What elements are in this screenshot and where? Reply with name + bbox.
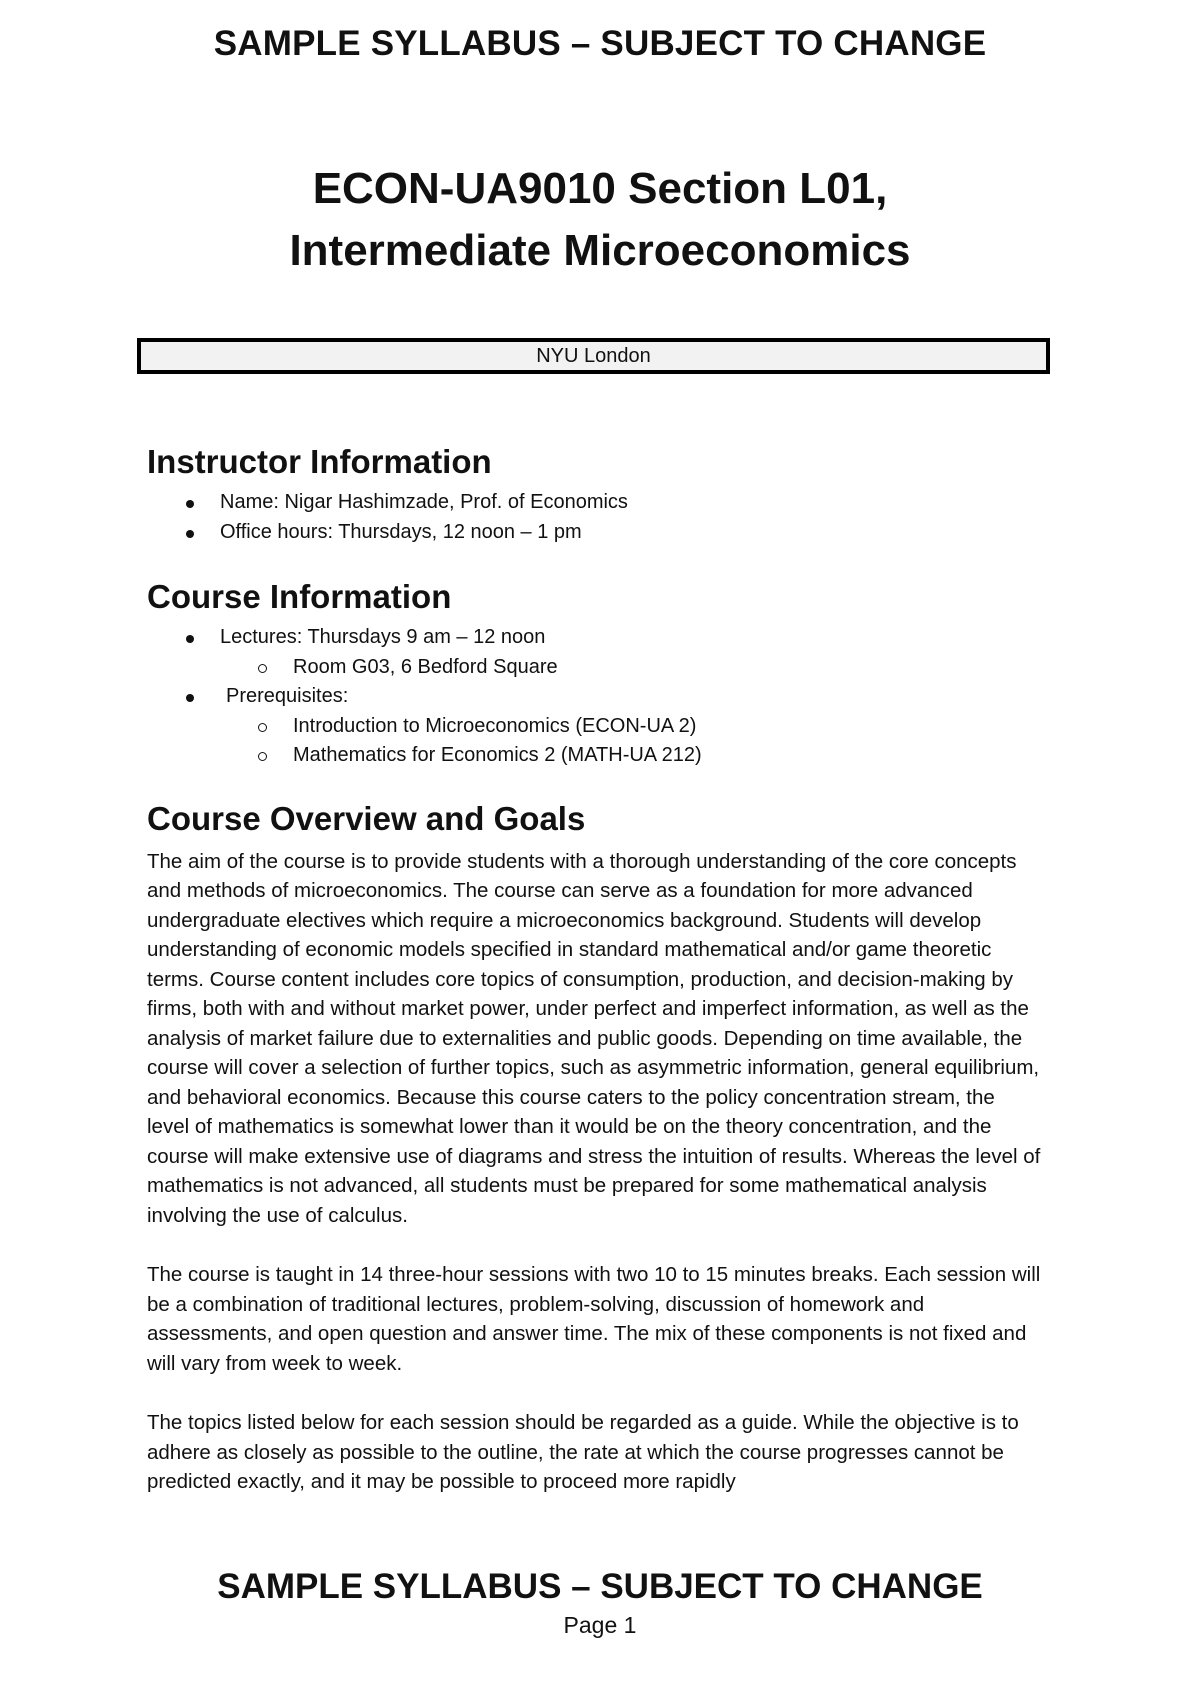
- course-info-heading: Course Information: [147, 578, 452, 615]
- page-title: [0, 158, 1200, 282]
- location-box: NYU London: [137, 338, 1050, 374]
- list-item: Mathematics for Economics 2 (MATH-UA 212): [147, 741, 1047, 771]
- document-body: [147, 440, 1047, 1497]
- overview-paragraph-2: The course is taught in 14 three-hour sessions with two 10 to 15 minutes breaks. Each session will be a combination of traditional lectures, problem-solving, discussion of homework and assessments, and open question and answer time. The mix of these components is not fixed and will vary from week to week.: [147, 1263, 1041, 1375]
- page-number: Page 1: [563, 1612, 637, 1638]
- title-line-1: ECON-UA9010 Section L01,: [312, 164, 888, 213]
- title-line-2: Intermediate Microeconomics: [289, 226, 911, 275]
- instructor-list: [147, 488, 1047, 547]
- list-item: Office hours: Thursdays, 12 noon – 1 pm: [147, 518, 1047, 548]
- header-banner: SAMPLE SYLLABUS – SUBJECT TO CHANGE: [213, 24, 987, 63]
- footer-banner: SAMPLE SYLLABUS – SUBJECT TO CHANGE: [217, 1567, 983, 1606]
- list-item: Prerequisites:: [147, 682, 1047, 712]
- overview-heading: Course Overview and Goals: [147, 799, 586, 837]
- instructor-heading: Instructor Information: [147, 443, 492, 480]
- overview-paragraph-3: The topics listed below for each session should be regarded as a guide. While the objective is to adhere as closely as possible to the outline, the rate at which the course progresses cannot be predicted exactly, and it may be possible to proceed more rapidly: [147, 1411, 1019, 1493]
- list-item: Lectures: Thursdays 9 am – 12 noon: [147, 623, 1047, 653]
- course-info-list: [147, 623, 1047, 771]
- list-item: Introduction to Microeconomics (ECON-UA 2): [147, 712, 1047, 742]
- list-item: Name: Nigar Hashimzade, Prof. of Economics: [147, 488, 1047, 518]
- overview-paragraph-1: The aim of the course is to provide students with a thorough understanding of the core concepts and methods of microeconomics. The course can serve as a foundation for more advanced undergraduate electives which require a microeconomics background. Students will develop understanding of economic models specified in standard mathematical and/or game theoretic terms. Course content includes core topics of consumption, production, and decision-making by firms, both with and without market power, under perfect and imperfect information, as well as the analysis of market failure due to externalities and public goods. Depending on time available, the course will cover a selection of further topics, such as asymmetric information, general equilibrium, and behavioral economics. Because this course caters to the policy concentration stream, the level of mathematics is somewhat lower than it would be on the theory concentration, and the course will make extensive use of diagrams and stress the intuition of results. Whereas the level of mathematics is not advanced, all students must be prepared for some mathematical analysis involving the use of calculus.: [147, 849, 1041, 1227]
- list-item: Room G03, 6 Bedford Square: [147, 653, 1047, 683]
